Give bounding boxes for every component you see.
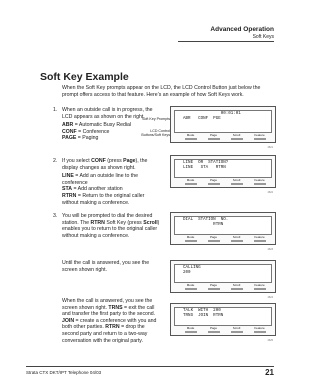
def-term: CONF [62, 128, 77, 135]
soft-key-page[interactable]: Page [206, 179, 221, 185]
figure-number: 4623 [267, 248, 273, 251]
soft-key-scroll[interactable]: Scroll [229, 134, 244, 140]
figure-number: 4624 [267, 296, 273, 299]
soft-key-feature[interactable]: Feature [252, 236, 267, 242]
soft-key-feature[interactable]: Feature [252, 179, 267, 185]
soft-key-row [183, 134, 267, 140]
soft-key-scroll[interactable]: Scroll [229, 179, 244, 185]
answered-paragraph: Until the call is answered, you see the screen shown right. [62, 260, 150, 273]
soft-key-feature[interactable]: Feature [252, 134, 267, 140]
lcd-screen: DIAL STATION NO. RTRN [174, 216, 272, 235]
final-paragraph: When the call is answered, you see the screen shown right. TRNS = exit the call and transfer the first party to the second. JOIN = create a conference with you and both other parties. RTRN = drop the second party and return to a two-way conversation with the original party. [62, 298, 157, 344]
footer-rule [26, 366, 274, 367]
soft-key-mode[interactable]: Mode [183, 134, 198, 140]
callout-lcd-control-buttons: LCD Control Buttons/Soft Keys [141, 129, 170, 138]
figure-number: 4621 [267, 146, 273, 149]
def-text: = Paging [76, 135, 99, 142]
soft-key-row [183, 236, 267, 242]
lcd-display-3 [170, 212, 276, 251]
soft-key-row [183, 179, 267, 185]
soft-key-scroll[interactable]: Scroll [229, 327, 244, 333]
header-subtitle: Soft Keys [252, 34, 274, 40]
step-number: 3. [53, 213, 58, 219]
def-text: = Automatic Busy Redial [73, 122, 132, 129]
soft-key-page[interactable]: Page [206, 327, 221, 333]
header-title: Advanced Operation [210, 26, 274, 33]
lcd-display-1 [170, 106, 276, 149]
soft-key-mode[interactable]: Mode [183, 327, 198, 333]
figure-number: 4625 [267, 339, 273, 342]
soft-key-page[interactable]: Page [206, 236, 221, 242]
lcd-display-5 [170, 303, 276, 342]
soft-key-row [183, 327, 267, 333]
soft-key-mode[interactable]: Mode [183, 179, 198, 185]
soft-key-row [183, 284, 267, 290]
def-term: ABR [62, 122, 74, 129]
def-text: = Return to the original caller without making a conference. [62, 192, 145, 206]
def-text: = Add another station [72, 186, 123, 193]
soft-key-feature[interactable]: Feature [252, 284, 267, 290]
lcd-screen: TALK WITH 200 TRNS JOIN RTRN [174, 307, 272, 326]
def-text: = Conference [76, 128, 110, 135]
lcd-screen: LINE OR STATION? LINE STA RTRN [174, 159, 272, 178]
def-term: PAGE [62, 135, 77, 142]
def-text: = Add an outside line to the conference [62, 173, 138, 186]
step-2 [53, 158, 162, 206]
soft-key-page[interactable]: Page [206, 284, 221, 290]
intro-paragraph: When the Soft Key prompts appear on the LCD, the LCD Control Button just below the prompt offers access to that feature. Here’s an example of how Soft Keys work. [62, 85, 261, 98]
step-text: You will be prompted to dial the desired station. The RTRN Soft Key (press Scroll) enables you to return to the original caller without making a conference. [62, 213, 160, 239]
page-number: 21 [265, 368, 274, 377]
soft-key-scroll[interactable]: Scroll [229, 236, 244, 242]
callout-soft-key-prompts: Soft Key Prompts [142, 117, 170, 121]
step-text: If you select CONF (press Page), the display changes as shown right. [62, 158, 148, 171]
soft-key-scroll[interactable]: Scroll [229, 284, 244, 290]
header-rule [178, 41, 274, 42]
lcd-screen: CALLING 200 [174, 264, 272, 283]
def-term: RTRN [62, 192, 77, 199]
footer-text: Strata CTX DKT/IPT Telephone 04/03 [26, 370, 102, 375]
lcd-screen: 00:01:01 ABR CONF PGE [174, 110, 272, 133]
step-number: 2. [53, 158, 58, 164]
soft-key-feature[interactable]: Feature [252, 327, 267, 333]
step-text: When an outside call is in progress, the LCD appears as shown on the right. [62, 107, 153, 120]
lcd-display-4 [170, 260, 276, 299]
soft-key-mode[interactable]: Mode [183, 284, 198, 290]
section-title: Soft Key Example [40, 71, 129, 83]
def-term: STA [62, 186, 72, 193]
step-3 [53, 213, 162, 239]
step-number: 1. [53, 107, 58, 113]
def-term: LINE [62, 173, 74, 180]
soft-key-page[interactable]: Page [206, 134, 221, 140]
figure-number: 4622 [267, 191, 273, 194]
lcd-display-2 [170, 155, 276, 194]
soft-key-mode[interactable]: Mode [183, 236, 198, 242]
